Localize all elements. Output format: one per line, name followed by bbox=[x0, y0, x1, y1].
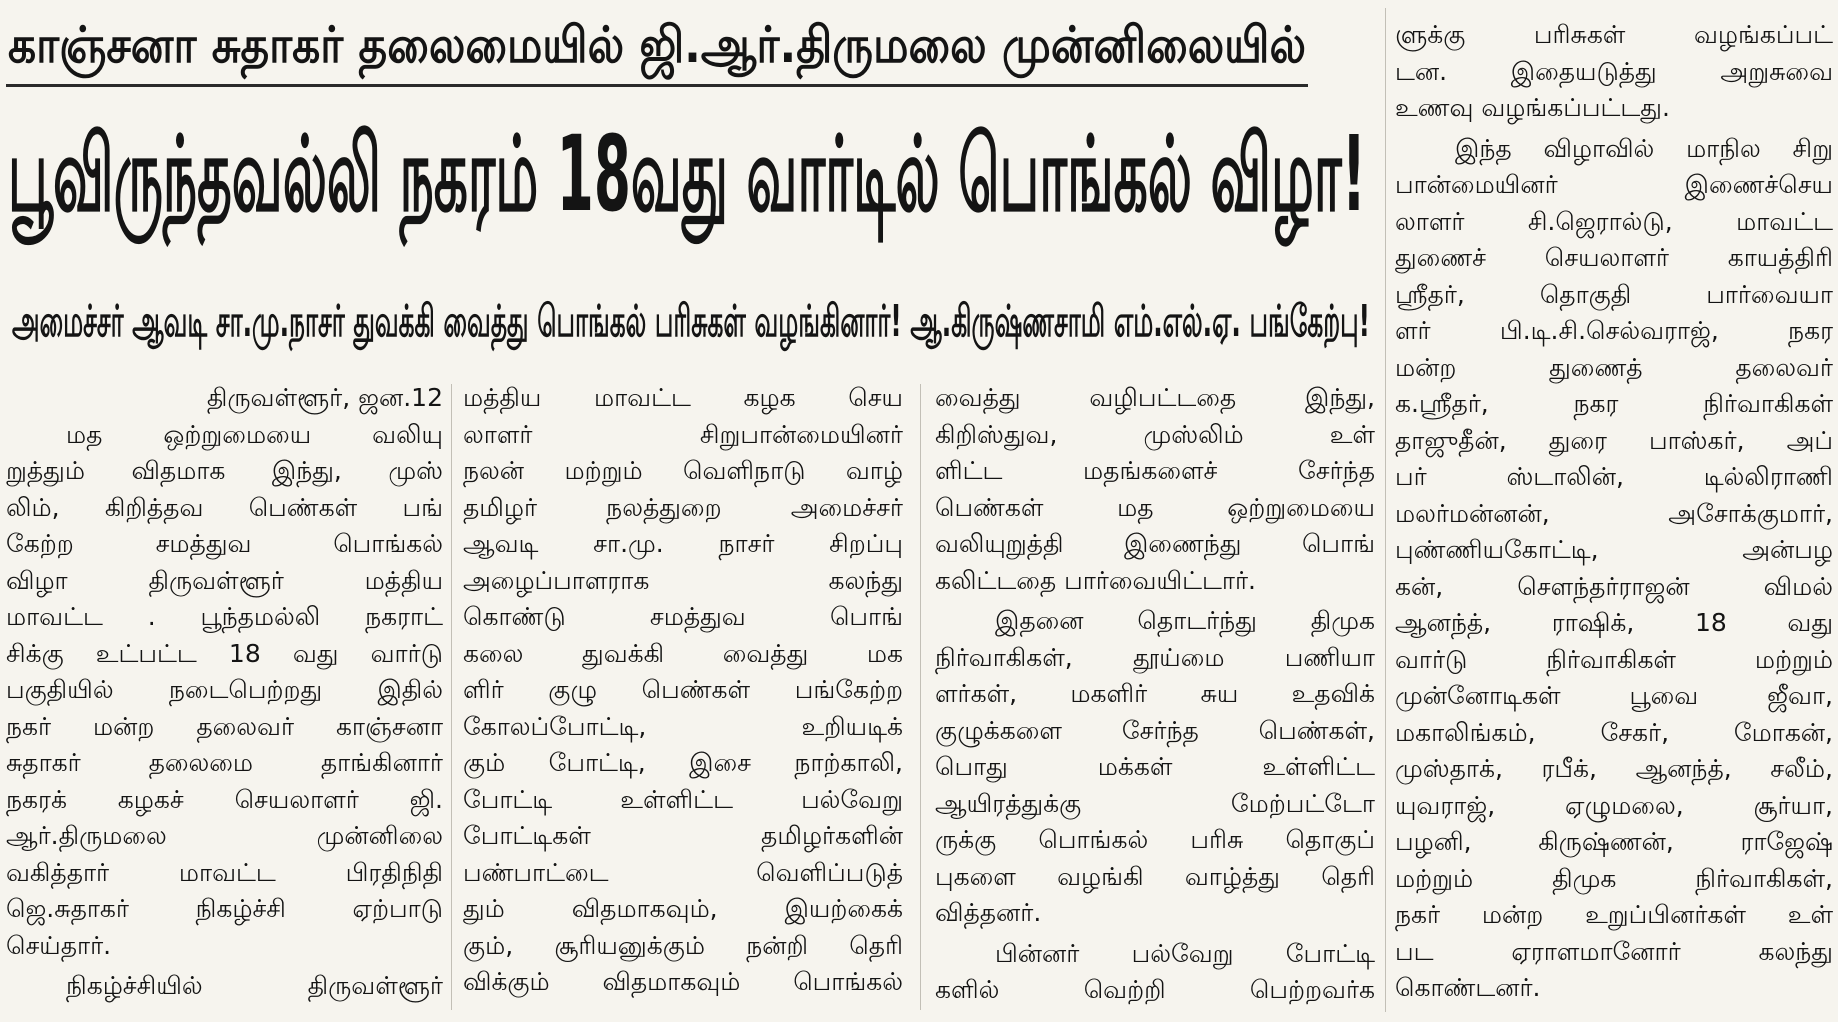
text-line-content: நிகழ்ச்சியில் திருவள்ளூர் bbox=[66, 971, 443, 1000]
text-line-content: நகர் மன்ற உறுப்பினர்கள் உள் bbox=[1395, 900, 1833, 929]
article-column-1 bbox=[6, 380, 443, 1005]
text-line-content: கன், சௌந்தர்ராஜன் விமல் bbox=[1395, 571, 1833, 601]
text-line bbox=[1395, 277, 1833, 314]
text-line-content: மன்ற துணைத் தலைவர் bbox=[1395, 352, 1833, 382]
text-line bbox=[463, 453, 903, 490]
text-line bbox=[1395, 788, 1833, 825]
text-line bbox=[935, 749, 1375, 786]
text-line-content: விழா திருவள்ளூர் மத்திய bbox=[6, 565, 443, 595]
text-line bbox=[6, 563, 443, 600]
text-line bbox=[1395, 496, 1833, 533]
text-line bbox=[463, 745, 903, 782]
text-line-content: லாளர் சிறுபான்மையினர் bbox=[463, 419, 903, 449]
column-rule bbox=[920, 384, 921, 1010]
text-line bbox=[463, 672, 903, 709]
kicker-underline bbox=[6, 84, 1308, 87]
article-column-3 bbox=[935, 380, 1375, 1009]
text-line-content: லிம், கிறித்தவ பெண்கள் பங் bbox=[6, 492, 443, 522]
text-line-content: போட்டி உள்ளிட்ட பல்வேறு bbox=[463, 784, 903, 814]
text-line bbox=[463, 417, 903, 454]
text-line bbox=[6, 745, 443, 782]
text-line-content: கிறிஸ்துவ, முஸ்லிம் உள் bbox=[935, 419, 1375, 449]
text-line bbox=[935, 563, 1375, 600]
text-line-content: புகளை வழங்கி வாழ்த்து தெரி bbox=[935, 861, 1375, 891]
main-headline bbox=[8, 104, 1366, 244]
text-line-content: றுத்தும் விதமாக இந்து, முஸ் bbox=[6, 456, 443, 485]
column-rule bbox=[1385, 8, 1386, 1012]
sub-headline-text: அமைச்சர் ஆவடி சா.மு.நாசர் துவக்கி வைத்து பொங்கல் பரிசுகள் வழங்கினார்! ஆ.கிருஷ்ணசாமி எம்.எல்.ஏ. பங்கேற்பு! bbox=[12, 296, 1370, 347]
text-line-content: இந்த விழாவில் மாநில சிறு bbox=[1455, 133, 1833, 163]
text-line bbox=[463, 563, 903, 600]
text-line bbox=[935, 526, 1375, 563]
text-line bbox=[6, 891, 443, 928]
text-line-content: பகுதியில் நடைபெற்றது இதில் bbox=[6, 675, 443, 704]
text-line-content: துணைச் செயலாளர் காயத்திரி bbox=[1395, 243, 1833, 272]
paragraph bbox=[463, 380, 903, 1001]
text-line-content: தாஜுதீன், துரை பாஸ்கர், அப் bbox=[1395, 425, 1833, 455]
text-line bbox=[6, 417, 443, 454]
text-line-content: ஜெ.சுதாகர் நிகழ்ச்சி ஏற்பாடு bbox=[6, 894, 443, 923]
text-line-content: மத்திய மாவட்ட கழக செய bbox=[463, 383, 903, 412]
text-line-content: பெண்கள் மத ஒற்றுமையை bbox=[935, 492, 1375, 522]
text-line bbox=[6, 453, 443, 490]
text-line bbox=[463, 928, 903, 965]
text-line bbox=[6, 526, 443, 563]
text-line bbox=[6, 928, 443, 965]
text-line bbox=[1395, 605, 1833, 642]
text-line-content: செய்தார். bbox=[6, 930, 112, 960]
text-line bbox=[935, 859, 1375, 896]
text-line bbox=[935, 453, 1375, 490]
text-line-content: கொண்டனர். bbox=[1395, 973, 1541, 1002]
sub-headline bbox=[12, 290, 1370, 354]
text-line-content: பர் ஸ்டாலின், டில்லிராணி bbox=[1395, 462, 1833, 491]
article-column-2 bbox=[463, 380, 903, 1001]
text-line bbox=[1395, 824, 1833, 861]
text-line-content: மாவட்ட . பூந்தமல்லி நகராட் bbox=[6, 602, 443, 631]
text-line-content: ளிர் குழு பெண்கள் பங்கேற்ற bbox=[463, 675, 903, 704]
text-line bbox=[935, 380, 1375, 417]
text-line bbox=[463, 380, 903, 417]
text-line-content: ஸ்ரீதர், தொகுதி பார்வையா bbox=[1395, 279, 1833, 309]
paragraph bbox=[6, 417, 443, 965]
text-line bbox=[1395, 204, 1833, 241]
text-line bbox=[935, 895, 1375, 932]
text-line bbox=[1395, 386, 1833, 423]
text-line bbox=[1395, 17, 1833, 54]
text-line-content: ளர்கள், மகளிர் சுய உதவிக் bbox=[935, 679, 1375, 708]
text-line-content: வகித்தார் மாவட்ட பிரதிநிதி bbox=[6, 857, 443, 887]
text-line-content: க.ஸ்ரீதர், நகர நிர்வாகிகள் bbox=[1395, 389, 1833, 418]
text-line bbox=[1395, 423, 1833, 460]
text-line-content: ளுக்கு பரிசுகள் வழங்கப்பட் bbox=[1395, 20, 1833, 49]
text-line-content: கொண்டு சமத்துவ பொங் bbox=[463, 602, 903, 631]
text-line-content: கோலப்போட்டி, உறியடிக் bbox=[463, 711, 903, 741]
text-line-content: நலன் மற்றும் வெளிநாடு வாழ் bbox=[463, 456, 903, 485]
text-line-content: வித்தனர். bbox=[935, 898, 1042, 927]
text-line bbox=[6, 672, 443, 709]
text-line-content: உணவு வழங்கப்பட்டது. bbox=[1395, 93, 1670, 122]
text-line-content: ஆவடி சா.மு. நாசர் சிறப்பு bbox=[463, 529, 903, 558]
headline-kicker-text: காஞ்சனா சுதாகர் தலைமையில் ஜி.ஆர்.திருமலை முன்னிலையில் bbox=[8, 16, 1306, 74]
text-line-content: பண்பாட்டை வெளிப்படுத் bbox=[463, 857, 903, 887]
text-line-content: நிர்வாகிகள், தூய்மை பணியா bbox=[935, 642, 1375, 672]
text-line bbox=[6, 636, 443, 673]
text-line-content: முன்னோடிகள் பூவை ஜீவா, bbox=[1395, 681, 1833, 710]
text-line-content: லாளர் சி.ஜெரால்டு, மாவட்ட bbox=[1395, 206, 1833, 236]
article-column-4 bbox=[1395, 17, 1833, 1007]
text-line bbox=[463, 636, 903, 673]
text-line bbox=[935, 936, 1375, 973]
text-line bbox=[6, 599, 443, 636]
text-line bbox=[463, 490, 903, 527]
text-line bbox=[6, 490, 443, 527]
text-line-content: யுவராஜ், ஏழுமலை, சூர்யா, bbox=[1395, 790, 1833, 820]
text-line bbox=[1395, 970, 1833, 1007]
text-line bbox=[1395, 459, 1833, 496]
text-line-content: மலர்மன்னன், அசோக்குமார், bbox=[1395, 498, 1833, 528]
text-line-content: கலிட்டதை பார்வையிட்டார். bbox=[935, 565, 1256, 595]
text-line bbox=[6, 782, 443, 819]
text-line-content: வைத்து வழிபட்டதை இந்து, bbox=[935, 383, 1375, 412]
text-line bbox=[1395, 678, 1833, 715]
text-line-content: பழனி, கிருஷ்ணன், ராஜேஷ் bbox=[1395, 827, 1833, 856]
text-line-content: ருக்கு பொங்கல் பரிசு தொகுப் bbox=[935, 825, 1375, 854]
text-line-content: நகரக் கழகச் செயலாளர் ஜி. bbox=[6, 784, 443, 814]
text-line bbox=[463, 526, 903, 563]
text-line-content: சிக்கு உட்பட்ட 18 வது வார்டு bbox=[6, 638, 443, 668]
text-line bbox=[6, 968, 443, 1005]
text-line-content: அழைப்பாளராக கலந்து bbox=[463, 565, 903, 595]
text-line-content: குழுக்களை சேர்ந்த பெண்கள், bbox=[935, 715, 1375, 745]
text-line bbox=[1395, 167, 1833, 204]
text-line-content: பின்னர் பல்வேறு போட்டி bbox=[995, 938, 1375, 968]
text-line-content: போட்டிகள் தமிழர்களின் bbox=[463, 821, 903, 850]
text-line bbox=[935, 603, 1375, 640]
text-line bbox=[6, 818, 443, 855]
text-line-content: தும் விதமாகவும், இயற்கைக் bbox=[463, 894, 903, 923]
paragraph bbox=[1395, 17, 1833, 127]
text-line bbox=[935, 822, 1375, 859]
headline-kicker bbox=[8, 10, 1306, 80]
text-line bbox=[463, 818, 903, 855]
text-line bbox=[1395, 861, 1833, 898]
text-line-content: ஆனந்த், ராஷிக், 18 வது bbox=[1395, 608, 1833, 637]
text-line-content: இதனை தொடர்ந்து திமுக bbox=[995, 606, 1375, 635]
text-line bbox=[935, 786, 1375, 823]
paragraph bbox=[6, 968, 443, 1005]
text-line bbox=[935, 972, 1375, 1009]
text-line bbox=[935, 490, 1375, 527]
text-line-content: மத ஒற்றுமையை வலியு bbox=[66, 419, 443, 449]
text-line bbox=[1395, 532, 1833, 569]
text-line bbox=[1395, 54, 1833, 91]
text-line bbox=[935, 640, 1375, 677]
text-line-content: மகாலிங்கம், சேகர், மோகன், bbox=[1395, 717, 1833, 747]
text-line-content: கும், சூரியனுக்கும் நன்றி தெரி bbox=[463, 930, 903, 960]
text-line bbox=[935, 676, 1375, 713]
text-line bbox=[1395, 313, 1833, 350]
text-line bbox=[463, 891, 903, 928]
text-line bbox=[463, 782, 903, 819]
text-line-content: ளர் பி.டி.சி.செல்வராஜ், நகர bbox=[1395, 316, 1833, 345]
text-line bbox=[1395, 240, 1833, 277]
text-line-content: விக்கும் விதமாகவும் பொங்கல் bbox=[463, 967, 903, 996]
text-line bbox=[6, 709, 443, 746]
text-line-content: ஆயிரத்துக்கு மேற்பட்டோ bbox=[935, 788, 1375, 818]
text-line-content: பொது மக்கள் உள்ளிட்ட bbox=[935, 752, 1375, 781]
text-line bbox=[1395, 715, 1833, 752]
paragraph bbox=[935, 936, 1375, 1009]
column-rule bbox=[451, 384, 452, 1010]
text-line-content: தமிழர் நலத்துறை அமைச்சர் bbox=[463, 492, 903, 522]
text-line-content: கும் போட்டி, இசை நாற்காலி, bbox=[463, 748, 903, 777]
dateline-text: திருவள்ளூர், ஜன.12 bbox=[206, 383, 443, 412]
text-line-content: மற்றும் திமுக நிர்வாகிகள், bbox=[1395, 863, 1833, 893]
text-line-content: புண்ணியகோட்டி, அன்பழ bbox=[1395, 535, 1833, 564]
text-line bbox=[1395, 90, 1833, 127]
text-line bbox=[463, 964, 903, 1001]
text-line-content: கேற்ற சமத்துவ பொங்கல் bbox=[6, 529, 443, 558]
text-line-content: கலை துவக்கி வைத்து மக bbox=[463, 638, 903, 668]
text-line-content: வலியுறுத்தி இணைந்து பொங் bbox=[935, 529, 1375, 558]
text-line-content: ளிட்ட மதங்களைச் சேர்ந்த bbox=[935, 456, 1375, 485]
text-line-content: நகர் மன்ற தலைவர் காஞ்சனா bbox=[6, 711, 443, 741]
text-line bbox=[1395, 642, 1833, 679]
main-headline-text: பூவிருந்தவல்லி நகரம் 18வது வார்டில் பொங்கல் விழா! bbox=[8, 113, 1367, 235]
text-line bbox=[463, 855, 903, 892]
text-line bbox=[935, 417, 1375, 454]
text-line bbox=[1395, 897, 1833, 934]
dateline bbox=[6, 380, 443, 417]
text-line-content: சுதாகர் தலைமை தாங்கினார் bbox=[6, 748, 443, 777]
text-line bbox=[1395, 131, 1833, 168]
text-line bbox=[1395, 934, 1833, 971]
paragraph bbox=[1395, 131, 1833, 1007]
text-line bbox=[6, 855, 443, 892]
text-line-content: பான்மையினர் இணைச்செய bbox=[1395, 170, 1833, 199]
text-line bbox=[1395, 569, 1833, 606]
text-line-content: ஆர்.திருமலை முன்னிலை bbox=[6, 821, 443, 850]
paragraph bbox=[935, 380, 1375, 599]
text-line-content: பட ஏராளமானோர் கலந்து bbox=[1395, 936, 1833, 966]
text-line bbox=[935, 713, 1375, 750]
text-line-content: களில் வெற்றி பெற்றவர்க bbox=[935, 975, 1375, 1004]
paragraph bbox=[935, 603, 1375, 932]
text-line-content: முஸ்தாக், ரபீக், ஆனந்த், சலீம், bbox=[1395, 754, 1833, 783]
text-line bbox=[1395, 751, 1833, 788]
text-line bbox=[463, 599, 903, 636]
text-line-content: வார்டு நிர்வாகிகள் மற்றும் bbox=[1395, 644, 1833, 674]
text-line bbox=[463, 709, 903, 746]
text-line bbox=[1395, 350, 1833, 387]
text-line-content: டன. இதையடுத்து அறுசுவை bbox=[1395, 56, 1833, 86]
